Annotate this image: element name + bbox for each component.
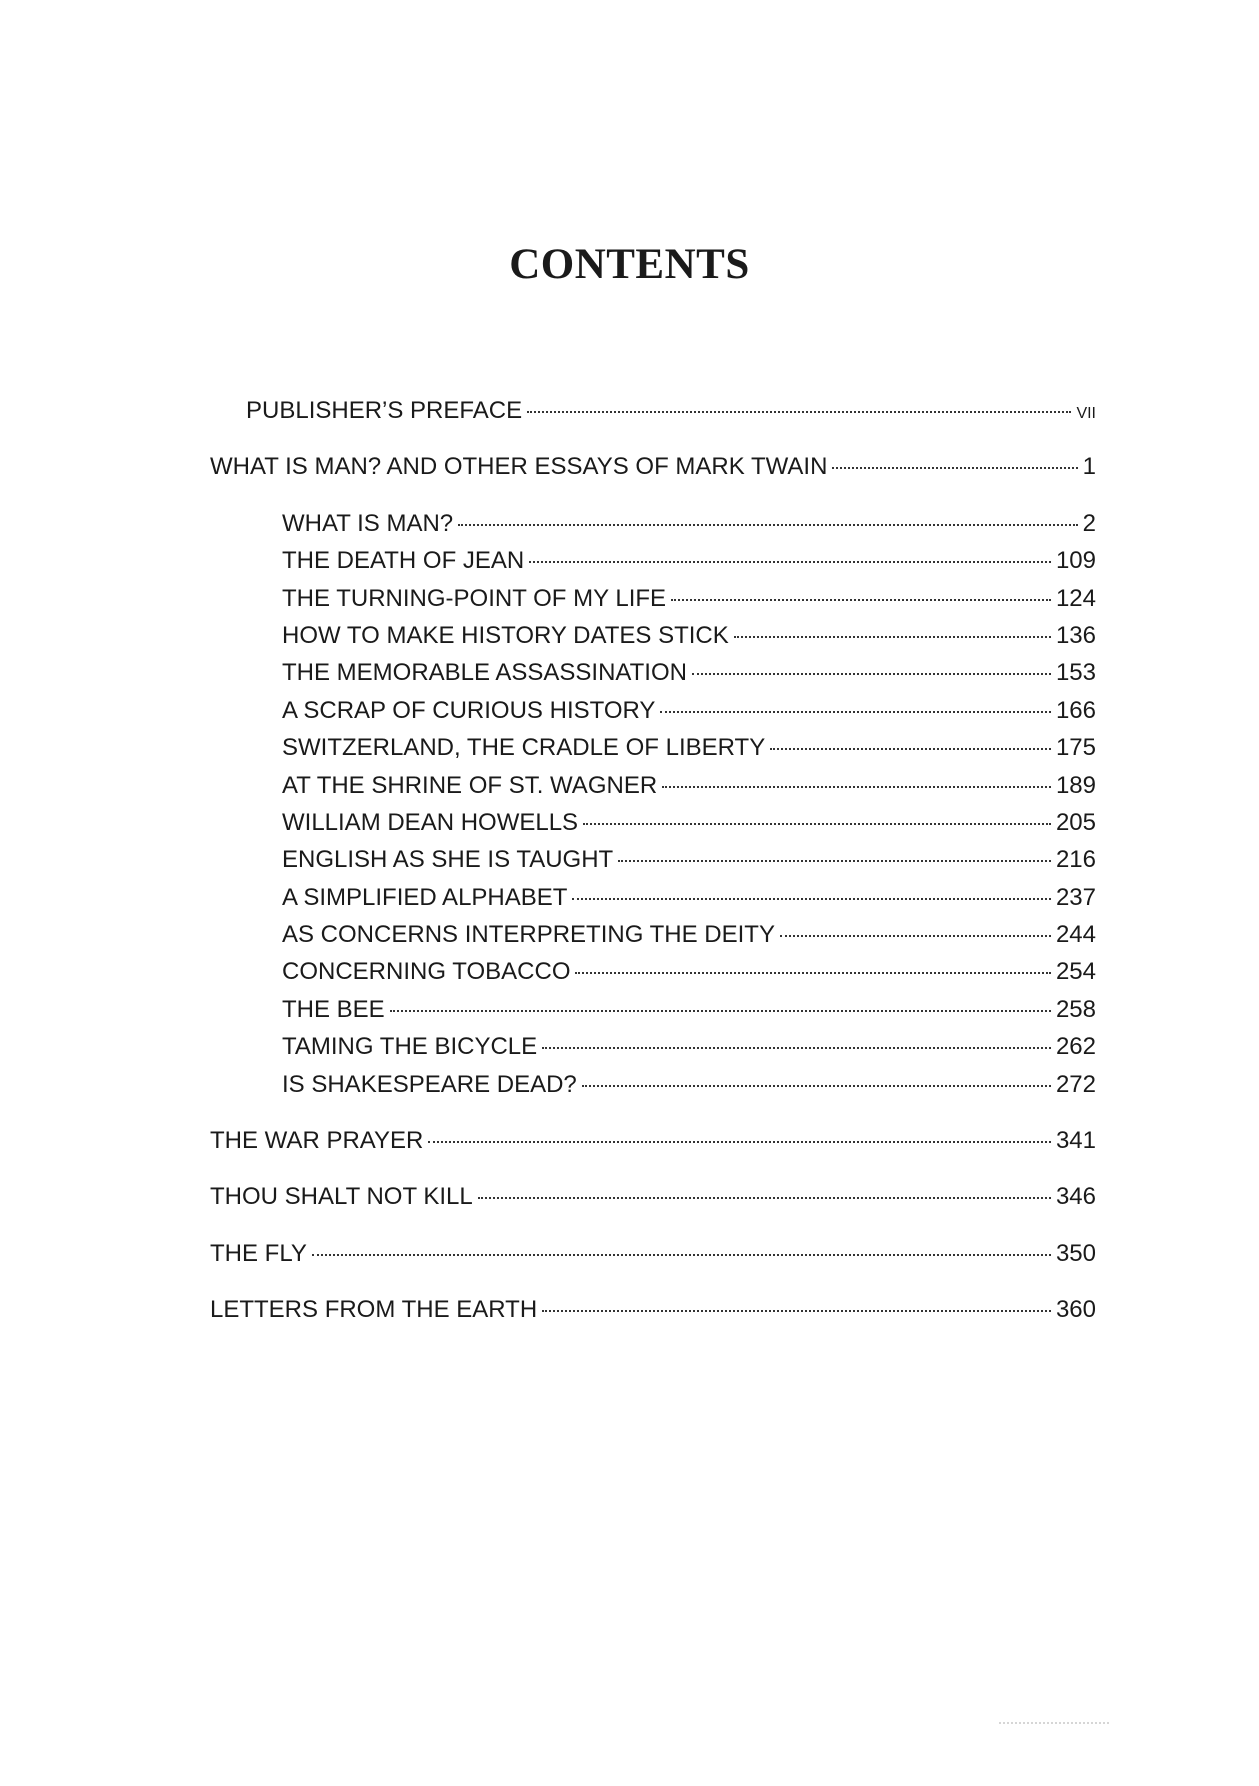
toc-entry-page: 350 <box>1055 1239 1096 1267</box>
toc-entry-essay[interactable] <box>210 1066 1096 1103</box>
toc-entry-page: 166 <box>1055 696 1096 724</box>
toc-entry-label: IS SHAKESPEARE DEAD? <box>282 1070 577 1098</box>
toc-entry-label: HOW TO MAKE HISTORY DATES STICK <box>282 621 729 649</box>
toc-entry-page: VII <box>1076 405 1096 422</box>
toc-entry-page: 175 <box>1055 734 1096 762</box>
toc-entry-page: 341 <box>1055 1127 1096 1155</box>
toc-entry-page: 346 <box>1055 1183 1096 1211</box>
toc-entry-essay[interactable] <box>210 916 1096 953</box>
leader-dots <box>390 1010 1051 1012</box>
toc-entry-page: 272 <box>1055 1070 1096 1098</box>
toc-entry-essay[interactable] <box>210 841 1096 878</box>
toc-entry-preface[interactable] <box>210 392 1096 429</box>
toc-entry-label: A SCRAP OF CURIOUS HISTORY <box>282 696 656 724</box>
leader-dots <box>572 898 1051 900</box>
essay-list <box>210 505 1096 1103</box>
toc-entry-label: SWITZERLAND, THE CRADLE OF LIBERTY <box>282 734 766 762</box>
toc-entry-label: PUBLISHER’S PREFACE <box>246 397 523 424</box>
toc-entry-label: CONCERNING TOBACCO <box>282 958 571 986</box>
toc-entry-essay[interactable] <box>210 1028 1096 1065</box>
toc-entry-label: WHAT IS MAN? <box>282 509 454 537</box>
toc-entry-essay[interactable] <box>210 767 1096 804</box>
leader-dots <box>618 860 1051 862</box>
toc-entry-essay[interactable] <box>210 617 1096 654</box>
leader-dots <box>458 524 1078 526</box>
toc-entry-essay[interactable] <box>210 692 1096 729</box>
toc-entry-thou-shalt-not-kill[interactable] <box>210 1178 1096 1215</box>
toc-entry-label: LETTERS FROM THE EARTH <box>210 1296 538 1324</box>
toc-entry-label: WHAT IS MAN? AND OTHER ESSAYS OF MARK TWAIN <box>210 453 828 481</box>
toc-entry-essay[interactable] <box>210 729 1096 766</box>
leader-dots <box>542 1310 1051 1312</box>
leader-dots <box>583 823 1051 825</box>
toc-entry-label: THE MEMORABLE ASSASSINATION <box>282 659 687 687</box>
leader-dots <box>671 599 1051 601</box>
leader-dots <box>478 1197 1051 1199</box>
leader-dots <box>428 1141 1051 1143</box>
leader-dots <box>780 935 1051 937</box>
toc-entry-page: 189 <box>1055 771 1096 799</box>
toc-entry-page: 1 <box>1082 453 1096 481</box>
toc-entry-label: AS CONCERNS INTERPRETING THE DEITY <box>282 921 775 949</box>
leader-dots <box>312 1254 1051 1256</box>
leader-dots <box>734 636 1051 638</box>
toc-entry-label: A SIMPLIFIED ALPHABET <box>282 883 568 911</box>
toc-entry-label: TAMING THE BICYCLE <box>282 1033 538 1061</box>
toc-entry-page: 244 <box>1055 921 1096 949</box>
toc-entry-label: THE FLY <box>210 1239 307 1267</box>
toc-entry-page: 109 <box>1055 547 1096 575</box>
toc-entry-page: 124 <box>1055 584 1096 612</box>
leader-dots <box>582 1085 1051 1087</box>
toc-entry-essay[interactable] <box>210 879 1096 916</box>
leader-dots <box>832 467 1077 469</box>
leader-dots <box>662 786 1051 788</box>
toc-entry-letters-from-the-earth[interactable] <box>210 1291 1096 1328</box>
table-of-contents <box>210 392 1096 1329</box>
page-title: CONTENTS <box>509 241 750 288</box>
toc-entry-war-prayer[interactable] <box>210 1122 1096 1159</box>
toc-entry-page: 360 <box>1055 1296 1096 1324</box>
toc-entry-label: THE DEATH OF JEAN <box>282 547 525 575</box>
toc-entry-part[interactable] <box>210 448 1096 485</box>
toc-entry-label: THE WAR PRAYER <box>210 1127 424 1155</box>
toc-entry-label: THOU SHALT NOT KILL <box>210 1183 473 1211</box>
toc-entry-label: ENGLISH AS SHE IS TAUGHT <box>282 846 614 874</box>
toc-entry-label: THE TURNING-POINT OF MY LIFE <box>282 584 667 612</box>
toc-entry-essay[interactable] <box>210 991 1096 1028</box>
toc-entry-essay[interactable] <box>210 654 1096 691</box>
toc-entry-essay[interactable] <box>210 505 1096 542</box>
leader-dots <box>692 673 1051 675</box>
toc-entry-page: 237 <box>1055 883 1096 911</box>
toc-entry-page: 216 <box>1055 846 1096 874</box>
toc-entry-the-fly[interactable] <box>210 1235 1096 1272</box>
toc-entry-page: 254 <box>1055 958 1096 986</box>
toc-entry-essay[interactable] <box>210 953 1096 990</box>
leader-dots <box>529 561 1051 563</box>
toc-entry-label: AT THE SHRINE OF ST. WAGNER <box>282 771 658 799</box>
toc-entry-page: 205 <box>1055 808 1096 836</box>
toc-entry-page: 153 <box>1055 659 1096 687</box>
toc-entry-label: THE BEE <box>282 995 385 1023</box>
leader-dots <box>575 972 1050 974</box>
toc-entry-page: 136 <box>1055 621 1096 649</box>
toc-entry-page: 2 <box>1082 509 1096 537</box>
toc-entry-essay[interactable] <box>210 804 1096 841</box>
leader-dots <box>527 411 1071 413</box>
leader-dots <box>660 711 1051 713</box>
toc-entry-page: 262 <box>1055 1033 1096 1061</box>
faint-scan-mark <box>999 1720 1109 1724</box>
toc-entry-label: WILLIAM DEAN HOWELLS <box>282 808 579 836</box>
leader-dots <box>542 1047 1051 1049</box>
toc-entry-page: 258 <box>1055 995 1096 1023</box>
leader-dots <box>770 748 1051 750</box>
toc-entry-essay[interactable] <box>210 580 1096 617</box>
toc-entry-essay[interactable] <box>210 542 1096 579</box>
